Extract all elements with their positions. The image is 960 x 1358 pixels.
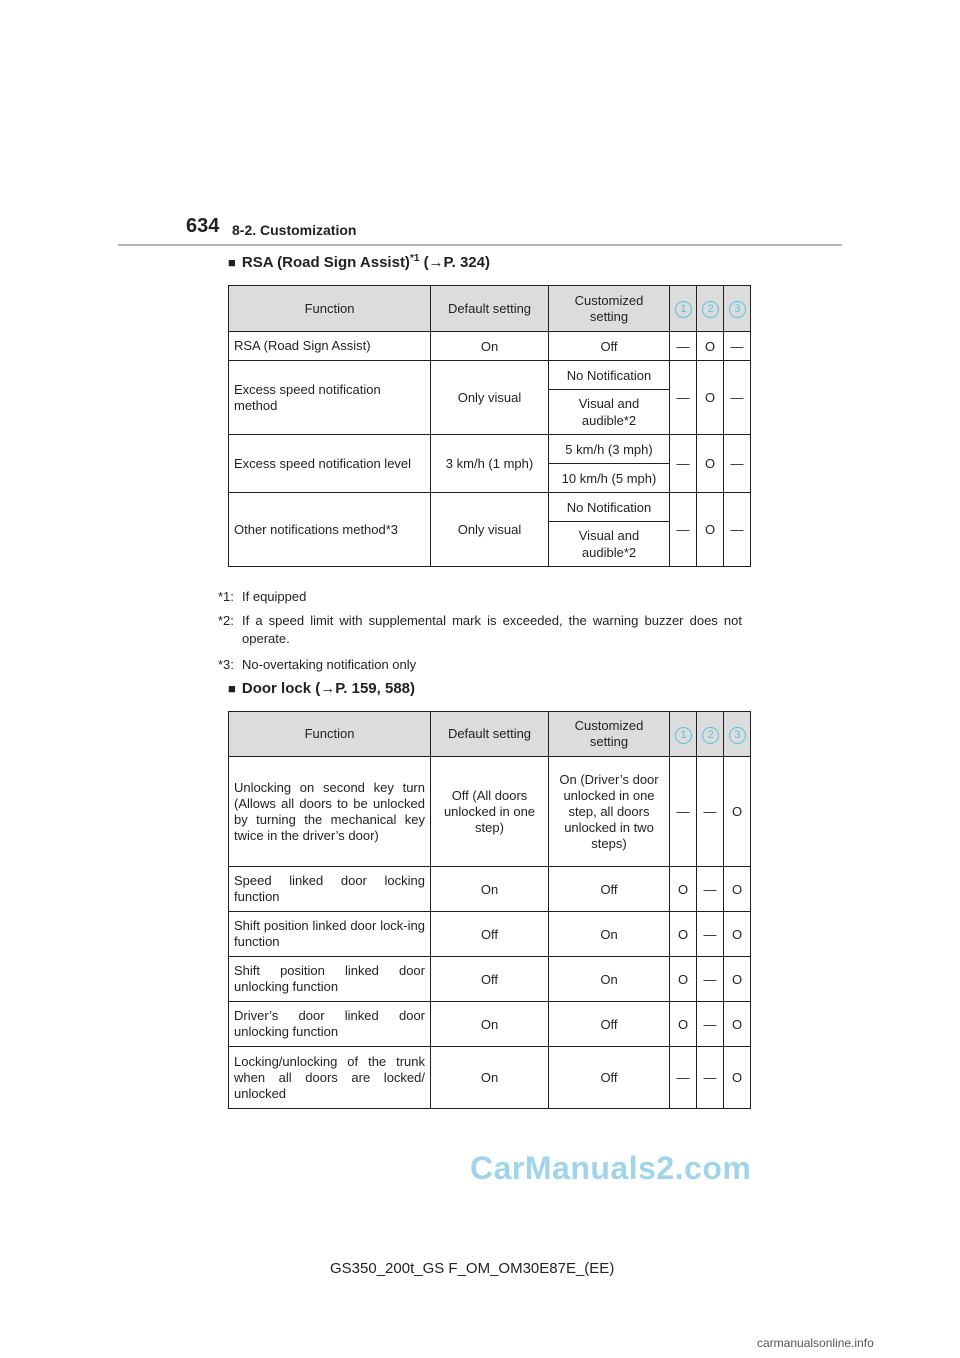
col1-cell: — bbox=[670, 361, 697, 435]
column-header-1: 1 bbox=[670, 712, 697, 757]
rsa-settings-table bbox=[228, 285, 751, 567]
col2-cell: O bbox=[697, 361, 724, 435]
default-cell: On bbox=[431, 1002, 549, 1047]
col1-cell: O bbox=[670, 912, 697, 957]
custom-cell: No Notification bbox=[549, 493, 670, 522]
section-bullet-icon: ■ bbox=[228, 255, 236, 270]
table-row bbox=[229, 435, 751, 464]
table-row bbox=[229, 867, 751, 912]
function-cell: Unlocking on second key turn (Allows all doors to be unlocked by turning the mechanical key twice in the driver’s door) bbox=[229, 757, 431, 867]
col3-cell: — bbox=[724, 332, 751, 361]
function-cell: Speed linked door locking function bbox=[229, 867, 431, 912]
col3-cell: O bbox=[724, 867, 751, 912]
table-row bbox=[229, 1002, 751, 1047]
custom-cell: Visual and audible*2 bbox=[549, 390, 670, 435]
table-row bbox=[229, 757, 751, 867]
function-cell: Other notifications method*3 bbox=[229, 493, 431, 567]
table-row bbox=[229, 361, 751, 390]
col2-cell: — bbox=[697, 912, 724, 957]
col1-cell: — bbox=[670, 435, 697, 493]
function-cell: Shift position linked door unlocking function bbox=[229, 957, 431, 1002]
footnote-text: If equipped bbox=[242, 589, 307, 604]
footnote-text: No-overtaking notification only bbox=[242, 657, 417, 672]
section-title-rsa bbox=[228, 253, 490, 271]
function-cell: Shift position linked door lock-ing function bbox=[229, 912, 431, 957]
column-header-1: 1 bbox=[670, 286, 697, 332]
custom-cell: Off bbox=[549, 1047, 670, 1109]
col3-cell: — bbox=[724, 435, 751, 493]
default-cell: On bbox=[431, 867, 549, 912]
column-header-2: 2 bbox=[697, 286, 724, 332]
col2-cell: O bbox=[697, 435, 724, 493]
custom-cell: On bbox=[549, 912, 670, 957]
default-cell: Off bbox=[431, 912, 549, 957]
col1-cell: — bbox=[670, 332, 697, 361]
table-row bbox=[229, 957, 751, 1002]
column-header: Customized setting bbox=[549, 286, 670, 332]
footnote-marker: *1 bbox=[409, 253, 420, 264]
custom-cell: On bbox=[549, 957, 670, 1002]
table-row bbox=[229, 493, 751, 522]
col2-cell: — bbox=[697, 867, 724, 912]
column-header-3: 3 bbox=[724, 286, 751, 332]
section-bullet-icon: ■ bbox=[228, 681, 236, 696]
footnote bbox=[218, 656, 746, 674]
table-row bbox=[229, 912, 751, 957]
footnote bbox=[218, 612, 746, 648]
section-title-text: Door lock bbox=[241, 680, 312, 697]
default-cell: On bbox=[431, 332, 549, 361]
col2-cell: O bbox=[697, 332, 724, 361]
table-header-row bbox=[229, 712, 751, 757]
custom-cell: Off bbox=[549, 332, 670, 361]
column-header: Default setting bbox=[431, 286, 549, 332]
default-cell: 3 km/h (1 mph) bbox=[431, 435, 549, 493]
col1-cell: — bbox=[670, 1047, 697, 1109]
header-divider bbox=[118, 244, 842, 246]
column-header: Customized setting bbox=[549, 712, 670, 757]
default-cell: Only visual bbox=[431, 493, 549, 567]
custom-cell: On (Driver’s door unlocked in one step, all doors unlocked in two steps) bbox=[549, 757, 670, 867]
chapter-title: 8-2. Customization bbox=[232, 222, 357, 238]
custom-cell: Off bbox=[549, 1002, 670, 1047]
function-cell: Driver’s door linked door unlocking function bbox=[229, 1002, 431, 1047]
table-row bbox=[229, 332, 751, 361]
col1-cell: — bbox=[670, 757, 697, 867]
col1-cell: — bbox=[670, 493, 697, 567]
custom-cell: Off bbox=[549, 867, 670, 912]
col3-cell: O bbox=[724, 757, 751, 867]
col2-cell: O bbox=[697, 493, 724, 567]
column-header-3: 3 bbox=[724, 712, 751, 757]
default-cell: Off (All doors unlocked in one step) bbox=[431, 757, 549, 867]
col2-cell: — bbox=[697, 1002, 724, 1047]
function-cell: Excess speed notification method bbox=[229, 361, 431, 435]
section-title-door-lock bbox=[228, 680, 415, 697]
custom-cell: Visual and audible*2 bbox=[549, 522, 670, 567]
custom-cell: 5 km/h (3 mph) bbox=[549, 435, 670, 464]
col3-cell: O bbox=[724, 912, 751, 957]
section-title-text: RSA (Road Sign Assist) bbox=[241, 254, 410, 271]
col2-cell: — bbox=[697, 1047, 724, 1109]
column-header-2: 2 bbox=[697, 712, 724, 757]
custom-cell: No Notification bbox=[549, 361, 670, 390]
col3-cell: — bbox=[724, 361, 751, 435]
page-reference-link[interactable]: (→P. 324) bbox=[423, 254, 490, 271]
col3-cell: — bbox=[724, 493, 751, 567]
column-header: Function bbox=[229, 286, 431, 332]
col1-cell: O bbox=[670, 957, 697, 1002]
footnote-mark: *1: bbox=[218, 589, 234, 604]
page-number: 634 bbox=[186, 215, 220, 237]
door-lock-settings-table bbox=[228, 711, 751, 1109]
footnote-text: If a speed limit with supplemental mark is exceeded, the warning buzzer does not operate. bbox=[242, 613, 742, 646]
watermark-logo: CarManuals2.com bbox=[470, 1150, 752, 1186]
function-cell: Locking/unlocking of the trunk when all doors are locked/ unlocked bbox=[229, 1047, 431, 1109]
col2-cell: — bbox=[697, 757, 724, 867]
watermark-text: carmanualsonline.info bbox=[757, 1336, 874, 1350]
function-cell: RSA (Road Sign Assist) bbox=[229, 332, 431, 361]
col2-cell: — bbox=[697, 957, 724, 1002]
column-header: Function bbox=[229, 712, 431, 757]
col3-cell: O bbox=[724, 1047, 751, 1109]
table-row bbox=[229, 1047, 751, 1109]
default-cell: Off bbox=[431, 957, 549, 1002]
column-header: Default setting bbox=[431, 712, 549, 757]
default-cell: On bbox=[431, 1047, 549, 1109]
col3-cell: O bbox=[724, 957, 751, 1002]
footnote-mark: *3: bbox=[218, 657, 234, 672]
table-header-row bbox=[229, 286, 751, 332]
custom-cell: 10 km/h (5 mph) bbox=[549, 464, 670, 493]
document-code: GS350_200t_GS F_OM_OM30E87E_(EE) bbox=[330, 1260, 615, 1277]
col1-cell: O bbox=[670, 867, 697, 912]
col3-cell: O bbox=[724, 1002, 751, 1047]
default-cell: Only visual bbox=[431, 361, 549, 435]
footnote-mark: *2: bbox=[218, 613, 234, 628]
page-reference-link[interactable]: (→P. 159, 588) bbox=[315, 680, 416, 697]
col1-cell: O bbox=[670, 1002, 697, 1047]
function-cell: Excess speed notification level bbox=[229, 435, 431, 493]
footnote bbox=[218, 588, 746, 606]
